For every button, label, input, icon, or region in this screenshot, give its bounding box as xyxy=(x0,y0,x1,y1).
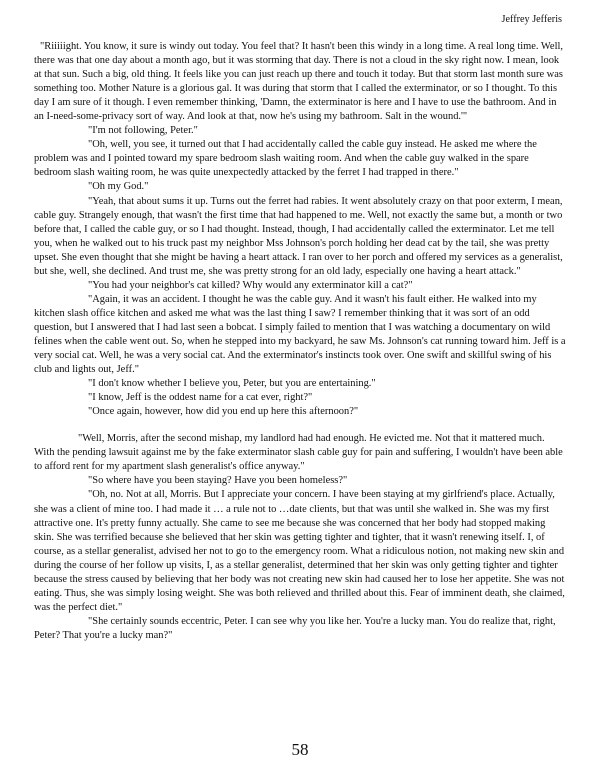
paragraph: "You had your neighbor's cat killed? Why would any exterminator kill a cat?" xyxy=(88,279,413,291)
paragraph: "I don't know whether I believe you, Peter, but you are entertaining." xyxy=(88,378,376,390)
paragraph: "Oh my God." xyxy=(88,181,149,193)
paragraph: "Well, Morris, after the second mishap, my landlord had had enough. He evicted me. Not that it mattered much. With the pending lawsuit against me by the fake exterminator slash cable guy for pain and suffering, I wouldn't have been able to afford rent for my apartment slash generalist's office anyway." xyxy=(34,433,563,473)
paragraph: "Once again, however, how did you end up here this afternoon?" xyxy=(88,406,359,418)
body-text xyxy=(34,40,566,643)
paragraph: "Oh, well, you see, it turned out that I had accidentally called the cable guy instead. He asked me where the problem was and I pointed toward my spare bedroom slash waiting room. And when the cable guy walked in the spare bedroom slash waiting room, he was quite unexpectedly attacked by the ferret I had trapped in there." xyxy=(34,139,537,179)
paragraph: "Oh, no. Not at all, Morris. But I appreciate your concern. I have been staying at my girlfriend's place. Actually, she was a client of mine too. I had made it … a rule not to …date clients, but that was until she walked in. She was my first attractive one. It's pretty funny actually. She came to see me because she was concerned that her body had stopped making skin. She was terrified because she believed that her skin was getting tighter and tighter, that it wasn't renewing itself. I, of course, as a stellar generalist, advised her not to go to the emergency room. What a ridiculous notion, not making new skin and during the course of her follow up visits, I, as a stellar generalist, determined that her skin was only getting tighter and tighter because the stress caused by believing that her body was not creating new skin had caused her to lose her appetite. She was not eating. Thus, she was simply losing weight. She was both relieved and thrilled about this. Fear of imminent death, she claimed, was the perfect diet." xyxy=(34,489,565,613)
paragraph: "Yeah, that about sums it up. Turns out the ferret had rabies. It went absolutely crazy on that poor exterm, I mean, cable guy. Strangely enough, that wasn't the first time that had happened to me. Well, not exactly the same but, a month or two before that, I called the cable guy, or so I had thought. Instead, though, I had accidentally called the exterminator. Let me tell you, when he walked out to his truck past my neighbor Mss Johnson's porch holding her dead cat by the tail, she was pretty upset. She even thought that she might be having a heart attack. I ran over to her porch and offered my services as a generalist, but she, well, she declined. And trust me, she was pretty strong for an old lady, especially one having a heart attack." xyxy=(34,195,563,277)
running-header-author: Jeffrey Jefferis xyxy=(501,14,562,25)
paragraph: "I'm not following, Peter." xyxy=(88,125,198,137)
paragraph: "So where have you been staying? Have you been homeless?" xyxy=(88,475,348,487)
page-number: 58 xyxy=(291,740,309,759)
paragraph: "She certainly sounds eccentric, Peter. I can see why you like her. You're a lucky man. You do realize that, right, Peter? That you're a lucky man?" xyxy=(34,615,556,641)
paragraph: "Again, it was an accident. I thought he was the cable guy. And it wasn't his fault either. He walked into my kitchen slash office kitchen and asked me what was the last thing I saw? I remember thinking that it was sort of an odd question, but I answered that I had last seen a bobcat. I simply failed to mention that I was watching a documentary on wild felines when the cable went out. So, when he stepped into my backyard, he saw Ms. Johnson's cat running toward him. Jeff is a very social cat. Well, he was a very social cat. And the exterminator's instincts took over. One swift and skillful swing of his club and lights out, Jeff." xyxy=(34,293,566,376)
paragraph: "I know, Jeff is the oddest name for a cat ever, right?" xyxy=(88,392,313,404)
paragraph: "Riiiiight. You know, it sure is windy out today. You feel that? It hasn't been this windy in a long time. A real long time. Well, there was that one day about a month ago, but it was storming that day. There is not a cloud in the sky right now. I mean, look at that sun. Such a big, old thing. It feels like you can just reach up there and touch it today. But that storm last month sure was something too. Mother Nature is a glorious gal. It was during that storm that I called the exterminator, or so I thought. To this day I am sure of it though. I even remember thinking, 'Damn, the exterminator is here and I have to use the bathroom. And in an I-need-some-privacy sort of way. And look at that, now he's using my bathroom. Salt in the wound.'" xyxy=(34,41,563,123)
